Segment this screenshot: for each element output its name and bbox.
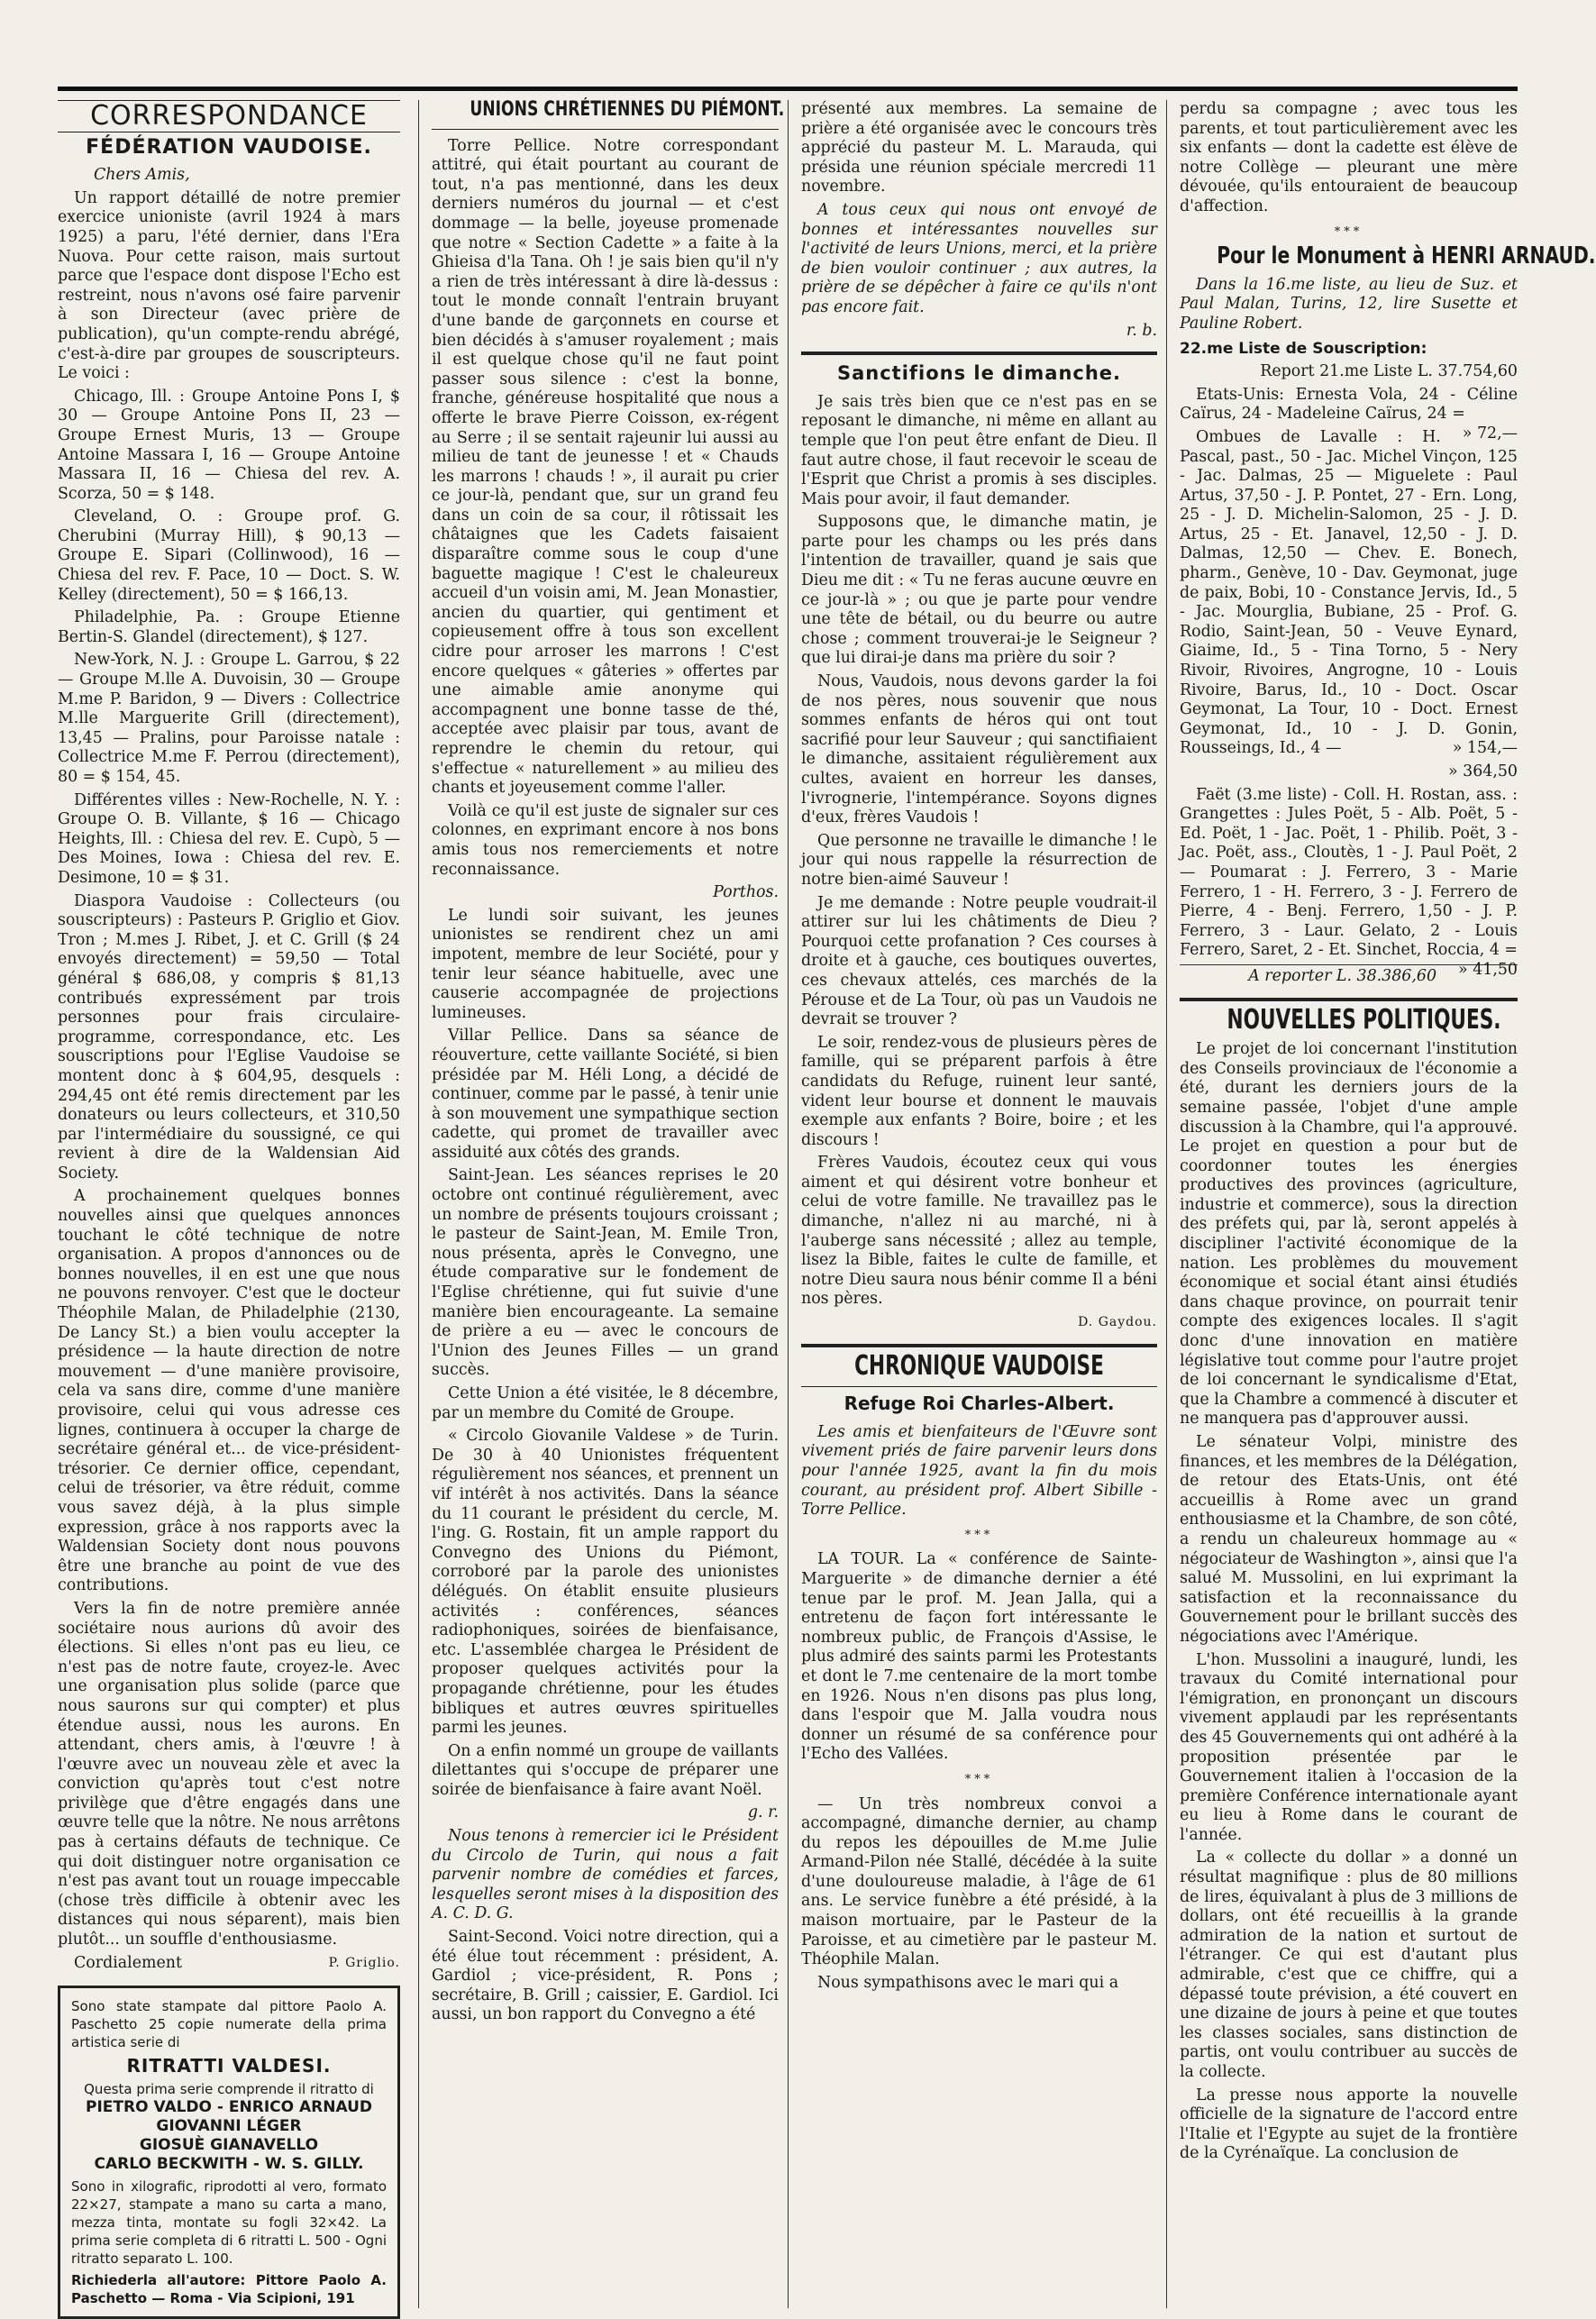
subscription-text: Etats-Unis: Ernesta Vola, 24 - Céline Caïrus, 24 - Madeleine Caïrus, 24 = [1180, 385, 1518, 424]
paragraph: Dans la 16.me liste, au lieu de Suz. et Paul Malan, Turins, 12, lire Susette et Pauline Robert. [1180, 275, 1518, 333]
paragraph: La « collecte du dollar » a donné un résultat magnifique : plus de 80 millions de lires, équivalant à plus de 3 millions de dollars, ont été recueillis à la grande admiration de la nation et surtout de l'étranger. Ce qui est d'autant plus admirable, c'est que ce chiffre, qui a dépassé toute prévision, a été couvert en une dizaine de jours à peine et que toutes les classes sociales, sans distinction de partis, ont voulu contribuer au succès de la collecte. [1180, 1849, 1518, 2081]
ad-footer: Richiederla all'autore: Pittore Paolo A. Paschetto — Roma - Via Scipioni, 191 [71, 2272, 387, 2307]
column-unions-chretiennes [418, 98, 785, 2308]
divider [1180, 998, 1518, 1001]
divider [801, 1386, 1157, 1387]
signature-line [58, 1954, 400, 1974]
column-monument-politiques [1166, 100, 1596, 2308]
ad-body: Sono in xilografic, riprodotti al vero, formato 22×27, stampate a mano su carta a mano, mezza tinta, montate su fogli 32×42. La prima serie completa di 6 ritratti L. 500 - Ogni ritratto separato L. 100. [71, 2178, 387, 2268]
paragraph: Torre Pellice. Notre correspondant attitré, qui était pourtant au courant de tout, n'a pas mentionné, dans les deux derniers numéros du journal — et c'est dommage — la belle, joyeuse promenade que notre « Section Cadette » a faite à la Ghieisa d'la Tana. Oh ! je sais bien qu'il n'y a rien de très intéressant à dire là-dessus : tout le monde connaît l'entrain bruyant d'une bande de garçonnets en course et bien décidés à s'amuser royalement ; mais il est quelque chose qu'il ne faut point passer sous silence : c'est la bonne, franche, généreuse hospitalité que nous a offerte le brave Pierre Coisson, ex-régent au Serre ; il se sentait rajeunir lui aussi au milieu de tant de jeunesse ! et « Chauds les marrons ! chauds ! », il aurait pu crier ce jour-là, pendant que, sur un grand feu dans un coin de sa cour, il rôtissait les châtaignes que les Cadets faisaient disparaître comme sous le coup d'une baguette magique ! C'est le chaleureux accueil d'un voisin ami, M. Jean Monastier, ancien du quartier, qui gentiment et copieusement offre à tous son excellent cidre pour arroser les marrons ! C'est encore quelques « gâteries » offertes par une aimable amie anonyme qui accompagnent une bonne tasse de thé, acceptée avec plaisir par tous, avant de reprendre le chemin du retour, qui s'effectue « naturellement » au milieu des chants et joyeusement comme l'aller. [432, 136, 779, 798]
subscription-amount: » 41,50 [1458, 960, 1518, 979]
paragraph: Nous sympathisons avec le mari qui a [817, 1973, 1119, 1992]
paragraph: La presse nous apporte la nouvelle officielle de la signature de l'accord entre l'Italie et l'Egypte au sujet de la frontière de la Cyrénaïque. La conclusion de [1180, 2086, 1518, 2163]
section-heading-correspondance: CORRESPONDANCE [58, 100, 400, 132]
paragraph: Saint-Second. Voici notre direction, qui a été élue tout récemment : président, A. Gardiol ; vice-président, R. Pons ; secrétaire, B. Grill ; caissier, E. Gardiol. Ici aussi, un bon rapport du Convegno a été [432, 1928, 779, 2024]
closing: Cordialement [74, 1953, 182, 1972]
ad-names: CARLO BECKWITH - W. S. GILLY. [94, 2155, 364, 2174]
section-heading-politiques: NOUVELLES POLITIQUES. [1227, 1003, 1501, 1036]
paragraph: Philadelphie, Pa. : Groupe Etienne Bertin-S. Glandel (directement), $ 127. [58, 608, 400, 646]
ad-names: GIOSUÈ GIANAVELLO [139, 2136, 319, 2155]
paragraph: Différentes villes : New-Rochelle, N. Y. : Groupe O. B. Villante, $ 16 — Chicago Heights, Ill. : Chiesa del rev. E. Cupò, 5 — Des Moines, Iowa : Chiesa del rev. E. Desimone, 10 = $ 31. [58, 790, 400, 887]
paragraph: Un rapport détaillé de notre premier exercice unioniste (avril 1924 à mars 1925) a paru, l'été dernier, dans l'Era Nuova. Pour cette raison, mais surtout parce que l'espace dont dispose l'Echo est restreint, nous n'avons osé faire parvenir à son Directeur (avec prière de publication), qu'un compte-rendu abrégé, c'est-à-dire par groupes de souscripteurs. Le voici : [58, 188, 400, 383]
divider [432, 129, 779, 130]
signature: Porthos. [713, 883, 779, 902]
separator-stars: *** [964, 1528, 994, 1542]
paragraph: Chicago, Ill. : Groupe Antoine Pons I, $ 30 — Groupe Antoine Pons II, 23 — Groupe Ernest Muris, 13 — Groupe Antoine Massara I, 16 — Groupe Antoine Massara II, 16 — Chiesa del rev. A. Scorza, 50 = $ 148. [58, 387, 400, 503]
subscription-text: Faët (3.me liste) - Coll. H. Rostan, ass. : Grangettes : Jules Poët, 5 - Alb. Poët, 5 - Ed. Poët, 1 - Jac. Poët, 1 - Philib. Poët, 3 - Jac. Poët, ass., Cloutès, 1 - J. Paul Poët, 2 — Poumarat : J. Ferrero, 3 - Marie Ferrero, 1 - H. Ferrero, 3 - J. Ferrero de Pierre, 4 - Benj. Ferrero, 1,50 - J. P. Ferrero, 3 - Laur. Gelato, 2 - Louis Ferrero, Saret, 2 - Et. Sinchet, Roccia, 4 = [1180, 785, 1518, 960]
paragraph: perdu sa compagne ; avec tous les parents, et tout particulièrement avec les six enfants — dont la cadette est élève de notre Collège — pleurant une mère dévouée, qu'ils entouraient de beaucoup d'affection. [1180, 100, 1518, 215]
subheading-souscription: 22.me Liste de Souscription: [1180, 339, 1427, 358]
subscription-amount: » 154,— [1452, 739, 1518, 758]
signature: g. r. [747, 1803, 779, 1822]
paragraph: Nous tenons à remercier ici le Président du Circolo de Turin, qui nous a fait parvenir nombre de comédies et farces, lesquelles seront mises à la disposition des A. C. D. G. [432, 1827, 779, 1923]
paragraph: A prochainement quelques bonnes nouvelles ainsi que quelques annonces touchant le côté technique de notre organisation. A propos d'annonces ou de bonnes nouvelles, il en est une que nous ne pouvons renvoyer. C'est que le docteur Théophile Malan, de Philadelphie (2130, De Lancy St.) a bien voulu accepter la présidence — la haute direction de notre mouvement — d'une manière provisoire, cela va sans dire, comme d'une manière provisoire, celui qui vous adresse ces lignes, continuera à occuper la charge de secrétaire général et... de vice-président-trésorier. Ce dernier office, cependant, celui de trésorier, va être réduit, comme vous savez déjà, à la plus simple expression, grâce à nos rapports avec la Waldensian Society dont nous pouvons être une branche au point de vue des contributions. [58, 1187, 400, 1595]
paragraph: New-York, N. J. : Groupe L. Garrou, $ 22 — Groupe M.lle A. Duvoisin, 30 — Groupe M.me P. Baridon, 9 — Divers : Collectrice M.lle Marguerite Grill (directement), 13,45 — Pralins, pour Paroisse natale : Collectrice M.me F. Perrou (directement), 80 = $ 154, 45. [58, 651, 400, 786]
report-line: Report 21.me Liste L. 37.754,60 [1260, 362, 1518, 381]
paragraph: A tous ceux qui nous ont envoyé de bonnes et intéressantes nouvelles sur l'activité de leurs Unions, merci, et la prière de bien vouloir continuer ; aux autres, la prière de se dépêcher à faire ce qu'ils n'ont pas encore fait. [801, 200, 1157, 316]
section-heading-sanctifions: Sanctifions le dimanche. [836, 362, 1122, 385]
ad-names: GIOVANNI LÉGER [156, 2117, 302, 2136]
paragraph: L'hon. Mussolini a inauguré, lundi, les travaux du Comité international pour l'émigration, en prononçant un discours vivement applaudi par les représentants des 45 Gouvernements qui ont adhéré à la proposition présentée par le Gouvernement italien à l'occasion de la première Conférence internationale ayant eu lieu à Rome dans le courant de l'année. [1180, 1650, 1518, 1844]
paragraph: Le soir, rendez-vous de plusieurs pères de famille, qui se préparent parfois à être candidats du Refuge, ruinent leur santé, vident leur bourse et donnent le mauvais exemple aux enfants ? Boire, boire ; et les discours ! [801, 1033, 1157, 1149]
subscription-amount: » 364,50 [1447, 762, 1518, 781]
paragraph: Cette Union a été visitée, le 8 décembre, par un membre du Comité de Groupe. [432, 1384, 779, 1422]
paragraph: Le lundi soir suivant, les jeunes unionistes se rendirent chez un ami impotent, membre de leur Société, pour y tenir leur séance habituelle, avec une causerie accompagnée de projections lumineuses. [432, 906, 779, 1022]
signature: D. Gaydou. [1078, 1315, 1157, 1330]
newspaper-page [58, 87, 1596, 2308]
ad-line: Questa prima serie comprende il ritratto di [84, 2081, 374, 2098]
divider [801, 352, 1157, 355]
paragraph: Cleveland, O. : Groupe prof. G. Cherubini (Murray Hill), $ 90,13 — Groupe E. Sipari (Collinwood), 16 — Chiesa del rev. F. Pace, 10 — Doct. S. W. Kelley (directement), 50 = $ 166,13. [58, 507, 400, 604]
section-heading-monument: Pour le Monument à HENRI ARNAUD. [1217, 242, 1596, 270]
subheading-federation-vaudoise: FÉDÉRATION VAUDOISE. [86, 135, 372, 159]
paragraph: Les amis et bienfaiteurs de l'Œuvre sont vivement priés de faire parvenir leurs dons pour l'année 1925, avant la fin du mois courant, au président prof. Albert Sibille - Torre Pellice. [801, 1422, 1157, 1520]
subscription-entry [1180, 428, 1518, 759]
paragraph: Saint-Jean. Les séances reprises le 20 octobre ont continué régulièrement, avec un nombre de présents toujours croissant ; le pasteur de Saint-Jean, M. Emile Tron, nous présenta, après le Convegno, une étude comparative sur le fondement de l'Eglise chrétienne, qui fut suivie d'une manière bien encourageante. La semaine de prière a eu — avec le concours de l'Union des Jeunes Filles — un grand succès. [432, 1166, 779, 1380]
section-heading-unions: UNIONS CHRÉTIENNES DU PIÉMONT. [470, 98, 785, 121]
column-sanctifions-chronique [788, 100, 1157, 2308]
ad-intro: Sono state stampate dal pittore Paolo A. Paschetto 25 copie numerate della prima artistica serie di [71, 1998, 387, 2051]
subheading-refuge: Refuge Roi Charles-Albert. [844, 1392, 1115, 1415]
subscription-text: Ombues de Lavalle : H. Pascal, past., 50 - Jac. Michel Vinçon, 125 - Jac. Dalmas, 25 — Miguelete : Paul Artus, 37,50 - J. P. Pontet, 27 - Ern. Long, 25 - J. D. Michelin-Salomon, 25 - J. D. Artus, 25 - Et. Janavel, 12,50 - J. D. Dalmas, 12,50 — Chev. E. Bonech, pharm., Genève, 10 - Dav. Geymonat, juge de paix, Bobi, 10 - Constance Jervis, Id., 5 - Jac. Mourglia, Bubiane, 25 - Prof. G. Rodio, Saint-Jean, 50 - Veuve Eynard, Giaime, Id., 5 - Tina Torno, 5 - Nery Rivoir, Rivoires, Angrogne, 10 - Louis Rivoire, Barus, Id., 10 - Doct. Oscar Geymonat, La Tour, 10 - Doct. Ernest Geymonat, Id., 10 - J. D. Gonin, Rousseings, Id., 4 — [1180, 427, 1518, 758]
total-line: A reporter L. 38.386,60 [1180, 964, 1518, 987]
subscription-amount: » 72,— [1462, 424, 1518, 443]
paragraph: Que personne ne travaille le dimanche ! le jour qui nous rappelle la résurrection de notre bien-aimé Sauveur ! [801, 831, 1157, 889]
subscription-entry [1180, 385, 1518, 443]
signer: P. Griglio. [328, 1955, 400, 1970]
paragraph: LA TOUR. La « conférence de Sainte-Marguerite » de dimanche dernier a été tenue par le prof. M. Jean Jalla, qui a entretenu de façon fort intéressante le nombreux public, de François d'Assise, le plus admiré des saints parmi les Protestants et dont le 7.me centenaire de la mort tombe en 1926. Nous n'en disons pas plus long, dans l'espoir que M. Jalla voudra nous donner un résumé de sa conférence pour l'Echo des Vallées. [801, 1550, 1157, 1764]
paragraph: On a enfin nommé un groupe de vaillants dilettantes qui s'occupe de préparer une soirée de bienfaisance à faire avant Noël. [432, 1741, 779, 1799]
salutation: Chers Amis, [94, 166, 190, 185]
column-correspondance [58, 100, 400, 2308]
paragraph: présenté aux membres. La semaine de prière a été organisée avec le concours très apprécié du pasteur M. L. Marauda, qui présida une réunion spéciale mercredi 11 novembre. [801, 100, 1157, 196]
paragraph: Le projet de loi concernant l'institution des Conseils provinciaux de l'économie a été, durant les derniers jours de la semaine passée, l'objet d'une ample discussion à la Chambre, qui l'a approuvé. Le projet en question a pour but de coordonner toutes les énergies productives des provinces (agriculture, industrie et commerce), sous la direction des préfets qui, par là, seront appelés à discipliner l'activité économique de la nation. Les problèmes du mouvement économique et social étant ainsi étudiés dans chaque province, on pourrait tenir compte des exigences locales. Il s'agit donc d'une innovation en matière législative tout comme pour l'autre projet de loi concernant le syndicalisme d'Etat, que la Chambre a commencé à discuter et ne manquera pas d'approuver aussi. [1180, 1040, 1518, 1429]
ad-title: RITRATTI VALDESI. [126, 2055, 332, 2077]
paragraph: Nous, Vaudois, nous devons garder la foi de nos pères, nous souvenir que nous sommes enfants de héros qui ont tout sacrifié pour leur Sauveur ; qui sanctifiaient le dimanche, assitaient régulièrement aux cultes, avaient en horreur les danses, l'ivrognerie, l'intempérance. Soyons dignes d'eux, frères Vaudois ! [801, 672, 1157, 827]
paragraph: Voilà ce qu'il est juste de signaler sur ces colonnes, en exprimant encore à nos bons amis tous nos remerciements et notre reconnaissance. [432, 801, 779, 879]
paragraph: Je sais très bien que ce n'est pas en se reposant le dimanche, ni même en allant au temple que l'on peut être enfant de Dieu. Il faut autre chose, il faut recevoir le sceau de l'Esprit que Christ a promis à ses disciples. Mais pour avoir, il faut demander. [801, 392, 1157, 508]
signature: r. b. [1126, 321, 1157, 340]
section-heading-chronique: CHRONIQUE VAUDOISE [854, 1349, 1104, 1382]
paragraph: « Circolo Giovanile Valdese » de Turin. De 30 à 40 Unionistes fréquentent régulièrement nos séances, et prennent un vif intérêt à nos activités. Dans la séance du 11 courant le président du cercle, M. l'ing. G. Rostain, fit un ample rapport du Convegno des Unions du Piémont, corroboré par la parole des unionistes délégués. On établit ensuite plusieurs activités : conférences, séances radiophoniques, soirées de bienfaisance, etc. L'assemblée chargea le Président de proposer quelques activités pour la propagande chrétienne, pour les études bibliques et autres œuvres spirituelles parmi les jeunes. [432, 1427, 779, 1738]
paragraph: Vers la fin de notre première année sociétaire nous aurions dû avoir des élections. Si elles n'ont pas eu lieu, ce n'est pas de notre faute, croyez-le. Avec une organisation plus solide (parce que nous saurons sur qui compter) et plus étendue aussi, nous les aurons. En attendant, chers amis, à l'œuvre ! à l'œuvre avec un nouveau zèle et avec la conviction qu'après tout c'est notre privilège que d'être engagés dans une œuvre telle que la nôtre. Ne nous arrêtons pas à certains défauts de technique. Ce qui doit distinguer notre organisation ce n'est pas avant tout un rouage impeccable (chose très difficile à obtenir avec les distances qui nous séparent), mais bien plutôt... un souffle d'enthousiasme. [58, 1599, 400, 1949]
paragraph: Villar Pellice. Dans sa séance de réouverture, cette vaillante Société, si bien présidée par M. Héli Long, a décidé de continuer, comme par le passé, à tenir unie à son mouvement une sympathique section cadette, qui promet de travailler avec assiduité aux côtés des grands. [432, 1027, 779, 1162]
paragraph: — Un très nombreux convoi a accompagné, dimanche dernier, au champ du repos les dépouilles de M.me Julie Armand-Pilon née Stallé, décédée à la suite d'une douloureuse maladie, à l'âge de 61 ans. Le service funèbre a été présidé, à la maison mortuaire, par le Pasteur de la Paroisse, et au cimetière par le pasteur M. Théophile Malan. [801, 1794, 1157, 1969]
paragraph: Je me demande : Notre peuple voudrait-il attirer sur lui les châtiments de Dieu ? Pourquoi cette profanation ? Ces courses à droite et à gauche, ces boutiques ouvertes, ces chevaux attelés, ces marchés de la Pérouse et de La Tour, où pas un Vaudois ne devrait se trouver ? [801, 893, 1157, 1029]
separator-stars: *** [964, 1772, 994, 1786]
paragraph: Diaspora Vaudoise : Collecteurs (ou souscripteurs) : Pasteurs P. Griglio et Giov. Tron ; M.mes J. Ribet, J. et C. Grill ($ 24 envoyés directement) = 59,50 — Total général $ 686,08, y compris $ 81,13 contribués expressément par trois personnes pour frais circulaire-programme, correspondance, etc. Les souscriptions pour l'Eglise Vaudoise se montent donc à $ 604,95, desquels : 294,45 ont été remis directement par les donateurs ou leurs collecteurs, et 310,50 par l'intermédiaire du soussigné, ce qui revient à dire de la Waldensian Aid Society. [58, 891, 400, 1182]
divider [801, 1344, 1157, 1347]
paragraph: Frères Vaudois, écoutez ceux qui vous aiment et qui désirent votre bonheur et celui de votre famille. Ne travaillez pas le dimanche, n'allez ni au marché, ni à l'auberge sans nécessité ; allez au temple, lisez la Bible, faites le culte de famille, et notre Dieu saura nous bénir comme Il a béni nos pères. [801, 1154, 1157, 1309]
separator-stars: *** [1334, 224, 1363, 239]
paragraph: Le sénateur Volpi, ministre des finances, et les membres de la Délégation, de retour des Etats-Unis, ont été accueillis à Rome avec un grand enthousiasme et la Chambre, de son côté, a rendu un chaleureux hommage au « négociateur de Washington », ainsi que l'a salué M. Mussolini, en lui exprimant la satisfaction et la reconnaissance du Gouvernement pour le brillant succès des négociations avec l'Amérique. [1180, 1433, 1518, 1646]
ad-names: PIETRO VALDO - ENRICO ARNAUD [85, 2098, 373, 2117]
paragraph: Supposons que, le dimanche matin, je parte pour les champs ou les prés dans l'intention de travailler, quand je sais que Dieu me dit : « Tu ne feras aucune œuvre en ce jour-là » ; ou que je parte pour vendre une tête de bétail, ou du beurre ou autre chose ; comment trouverai-je le Seigneur ? que lui dirai-je dans ma prière du soir ? [801, 513, 1157, 668]
advertisement-box [58, 1986, 400, 2319]
